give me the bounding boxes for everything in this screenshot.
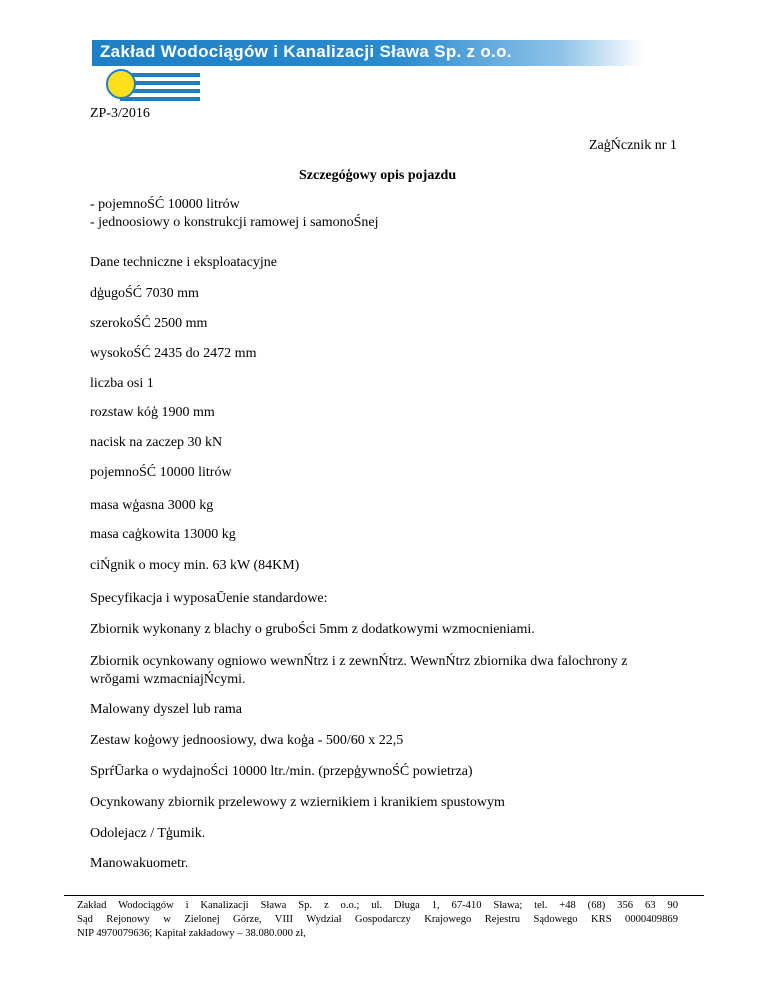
spec-item: liczba osi 1 [90, 376, 154, 391]
equipment-item: Malowany dyszel lub rama [90, 702, 243, 717]
document-title: Szczegóģowy opis pojazdu [299, 168, 457, 183]
document-reference: ZP-3/2016 [90, 106, 150, 121]
spec-item: pojemnoŚĆ 10000 litrów [90, 465, 232, 480]
spec-item: szerokoŚĆ 2500 mm [90, 316, 208, 331]
spec-item: masa caģkowita 13000 kg [90, 527, 236, 542]
footer-divider [64, 895, 704, 896]
spec-item: wysokoŚĆ 2435 do 2472 mm [90, 346, 257, 361]
equipment-item: SprŕŪarka o wydajnoŚci 10000 ltr./min. (przepģywnoŚĆ powietrza) [90, 764, 473, 779]
footer-address-line: Zakład Wodociągów i Kanalizacji Sława Sp. z o.o.; ul. Długa 1, 67-410 Sława; tel. +48 (68) 356 63 90 [77, 900, 678, 911]
company-header-banner [92, 40, 644, 66]
equipment-title: Specyfikacja i wyposaŪenie standardowe: [90, 591, 328, 606]
company-footer [77, 899, 678, 941]
spec-item: rozstaw kóģ 1900 mm [90, 405, 215, 420]
logo-stripe [120, 97, 200, 101]
company-name: Zakład Wodociągów i Kanalizacji Sława Sp. z o.o. [100, 42, 512, 61]
equipment-item: Zestaw koģowy jednoosiowy, dwa koģa - 500/60 x 22,5 [90, 733, 404, 748]
equipment-item: Odolejacz / Tģumik. [90, 826, 206, 841]
equipment-item: Manowakuometr. [90, 856, 189, 871]
equipment-item: Ocynkowany zbiornik przelewowy z wziernikiem i kranikiem spustowym [90, 795, 505, 810]
spec-item: masa wģasna 3000 kg [90, 498, 214, 513]
equipment-item-continued: wrŏgami wzmacniajŃcymi. [90, 672, 246, 687]
spec-item: nacisk na zaczep 30 kN [90, 435, 223, 450]
section-title: Dane techniczne i eksploatacyjne [90, 255, 277, 270]
intro-line: - pojemnoŚĆ 10000 litrów [90, 197, 240, 212]
equipment-item: Zbiornik ocynkowany ogniowo wewnŃtrz i z zewnŃtrz. WewnŃtrz zbiornika dwa falochrony z [90, 654, 628, 669]
equipment-item: Zbiornik wykonany z blachy o gruboŚci 5mm z dodatkowymi wzmocnieniami. [90, 622, 535, 637]
footer-tax-line: NIP 4970079636; Kapitał zakładowy – 38.080.000 zł, [77, 928, 306, 939]
company-logo-sun-icon [106, 69, 136, 99]
intro-line: - jednoosiowy o konstrukcji ramowej i samonoŚnej [90, 215, 379, 230]
footer-registry-line: Sąd Rejonowy w Zielonej Górze, VIII Wydział Gospodarczy Krajowego Rejestru Sądowego KRS 0000409869 [77, 914, 678, 925]
attachment-label: ZaģŃcznik nr 1 [589, 138, 677, 153]
spec-item: dģugoŚĆ 7030 mm [90, 286, 199, 301]
spec-item: ciŃgnik o mocy min. 63 kW (84KM) [90, 558, 300, 573]
